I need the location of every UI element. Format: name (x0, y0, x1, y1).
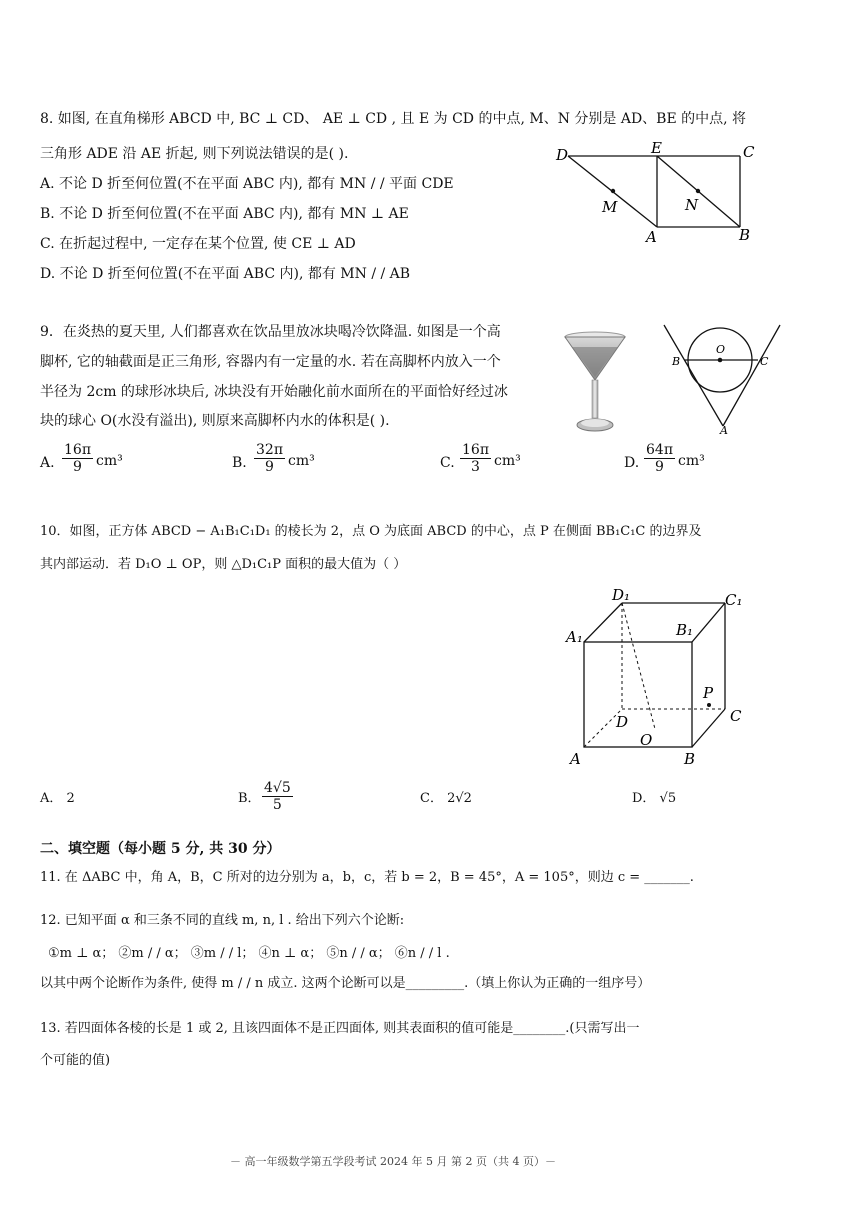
q10-label-c: C (730, 707, 742, 725)
q9-option-d-label: D. (624, 455, 640, 471)
q9-option-a-unit: cm³ (96, 453, 123, 469)
q10-label-b1: B₁ (676, 621, 694, 639)
q9-option-a-fraction (62, 442, 93, 475)
q9-stem-line4: 块的球心 O(水没有溢出), 则原来高脚杯内水的体积是( ). (40, 413, 390, 429)
q9-option-d-num: 64π (646, 442, 674, 458)
q9-option-d-unit: cm³ (678, 453, 705, 469)
q9-label-o: O (716, 343, 726, 356)
q9-label-b: B (672, 355, 681, 368)
q9-option-a-den: 9 (62, 458, 93, 475)
q10-option-b-num: 4√5 (264, 780, 291, 796)
q9-option-c-fraction (460, 442, 491, 475)
q8-label-b: B (739, 226, 751, 244)
q12-stem-line3: 以其中两个论断作为条件, 使得 m / / n 成立. 这两个论断可以是_________.（填上你认为正确的一组序号） (40, 976, 651, 991)
q8-label-n: N (685, 196, 699, 214)
q9-option-c-unit: cm³ (494, 453, 521, 469)
q13-stem-line1: 13. 若四面体各棱的长是 1 或 2, 且该四面体不是正四面体, 则其表面积的值可能是________.(只需写出一 (40, 1021, 640, 1036)
q9-option-b-den: 9 (254, 458, 285, 475)
q10-stem-line1: 10．如图，正方体 ABCD − A₁B₁C₁D₁ 的棱长为 2，点 O 为底面 ABCD 的中心，点 P 在侧面 BB₁C₁C 的边界及 (40, 524, 702, 539)
q8-label-c: C (743, 143, 755, 161)
q10-option-d: D． √5 (632, 791, 677, 806)
q10-label-o: O (640, 731, 653, 749)
q8-stem-line1: 8. 如图, 在直角梯形 ABCD 中, BC ⊥ CD、 AE ⊥ CD , 且 E 为 CD 的中点, M、N 分别是 AD、BE 的中点, 将 (40, 111, 747, 127)
q8-option-d: D. 不论 D 折至何位置(不在平面 ABC 内), 都有 MN / / AB (40, 266, 411, 282)
q9-option-b-num: 32π (256, 442, 284, 458)
q12-statements: ①m ⊥ α； ②m / / α； ③m / / l； ④n ⊥ α； ⑤n / / α； ⑥n / / l . (48, 946, 450, 961)
q10-stem-line2: 其内部运动．若 D₁O ⊥ OP，则 △D₁C₁P 面积的最大值为（ ） (40, 557, 407, 572)
q10-label-d1: D₁ (612, 586, 631, 604)
q10-option-a: A． 2 (40, 791, 75, 806)
q9-option-c-den: 3 (460, 458, 491, 475)
q10-label-c1: C₁ (725, 591, 743, 609)
q9-option-b-fraction (254, 442, 285, 475)
q9-stem-line3: 半径为 2cm 的球形冰块后, 冰块没有开始融化前水面所在的平面恰好经过冰 (40, 384, 508, 400)
q10-label-d: D (616, 713, 629, 731)
q10-label-a1: A₁ (566, 628, 583, 646)
q10-option-b-label: B． (238, 791, 261, 806)
q9-option-c-label: C. (440, 455, 455, 471)
q9-stem-line1: 9．在炎热的夏天里, 人们都喜欢在饮品里放冰块喝冷饮降温. 如图是一个高 (40, 324, 501, 340)
q8-option-a: A. 不论 D 折至何位置(不在平面 ABC 内), 都有 MN / / 平面 CDE (40, 176, 454, 192)
q9-label-c: C (760, 355, 769, 368)
q9-option-d-den: 9 (644, 458, 675, 475)
q8-label-a: A (646, 228, 657, 246)
q9-cone-sphere-figure (660, 322, 785, 437)
q10-label-p: P (703, 684, 714, 702)
q9-label-a: A (720, 424, 728, 437)
q13-stem-line2: 个可能的值) (40, 1053, 111, 1068)
q9-option-b-label: B. (232, 455, 247, 471)
goblet-photo (560, 325, 630, 440)
q9-option-b-unit: cm³ (288, 453, 315, 469)
q9-option-c-num: 16π (462, 442, 490, 458)
q10-label-b: B (684, 750, 696, 768)
page-footer: － 高一年级数学第五学段考试 2024 年 5 月 第 2 页（共 4 页）－ (230, 1155, 556, 1168)
q8-label-d: D (556, 146, 569, 164)
q9-option-a-num: 16π (64, 442, 92, 458)
q9-option-a-label: A. (40, 455, 55, 471)
q10-label-a: A (570, 750, 581, 768)
q10-option-b-fraction (262, 780, 293, 813)
q10-cube-figure (560, 585, 760, 770)
q8-trapezoid-figure (550, 140, 770, 250)
section-fill-in-heading: 二、填空题（每小题 5 分, 共 30 分） (40, 841, 281, 857)
q9-stem-line2: 脚杯, 它的轴截面是正三角形, 容器内有一定量的水. 若在高脚杯内放入一个 (40, 354, 501, 370)
q12-stem-line1: 12. 已知平面 α 和三条不同的直线 m, n, l . 给出下列六个论断: (40, 913, 405, 928)
q11-stem: 11. 在 ΔABC 中，角 A，B，C 所对的边分别为 a，b，c，若 b = 2，B = 45°，A = 105°，则边 c = _______. (40, 870, 694, 885)
q10-option-c: C． 2√2 (420, 791, 472, 806)
q9-option-d-fraction (644, 442, 675, 475)
q8-label-e: E (651, 140, 662, 157)
q8-stem-line2: 三角形 ADE 沿 AE 折起, 则下列说法错误的是( ). (40, 146, 349, 162)
q8-option-c: C. 在折起过程中, 一定存在某个位置, 使 CE ⊥ AD (40, 236, 356, 252)
q8-option-b: B. 不论 D 折至何位置(不在平面 ABC 内), 都有 MN ⊥ AE (40, 206, 409, 222)
q10-option-b-den: 5 (262, 796, 293, 813)
q8-label-m: M (602, 198, 618, 216)
